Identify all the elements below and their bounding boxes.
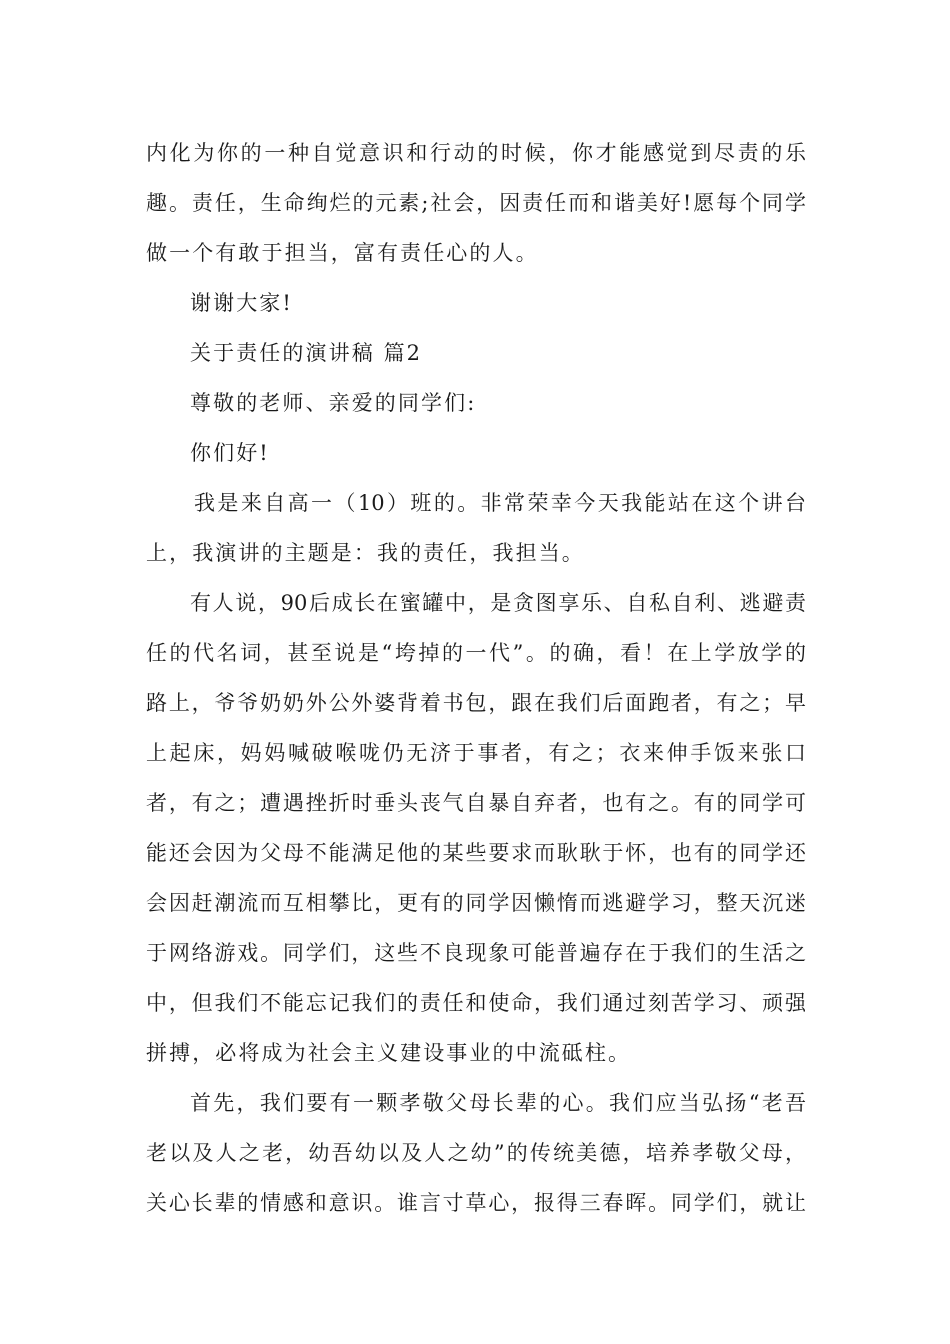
text-line: 会因赶潮流而互相攀比，更有的同学因懒惰而逃避学习，整天沉迷	[146, 891, 806, 915]
text-line: 于网络游戏。同学们，这些不良现象可能普遍存在于我们的生活之	[146, 941, 806, 965]
text-line: 任的代名词，甚至说是“垮掉的一代”。的确，看！在上学放学的	[146, 641, 806, 665]
text-line: 你们好!	[190, 441, 270, 465]
text-line: 有人说，90后成长在蜜罐中，是贪图享乐、自私自利、逃避责	[190, 591, 806, 615]
text-line: 关心长辈的情感和意识。谁言寸草心，报得三春晖。同学们，就让	[146, 1191, 806, 1215]
document-body	[146, 128, 806, 1228]
text-line: 者，有之；遭遇挫折时垂头丧气自暴自弃者，也有之。有的同学可	[146, 791, 806, 815]
text-line: 我是来自高一（10）班的。非常荣幸今天我能站在这个讲台	[194, 491, 806, 515]
text-line: 上，我演讲的主题是：我的责任，我担当。	[146, 541, 585, 565]
text-line: 上起床，妈妈喊破喉咙仍无济于事者，有之；衣来伸手饭来张口	[146, 741, 806, 765]
text-line: 老以及人之老，幼吾幼以及人之幼”的传统美德，培养孝敬父母，	[146, 1141, 806, 1165]
text-line: 首先，我们要有一颗孝敬父母长辈的心。我们应当弘扬“老吾	[190, 1091, 806, 1115]
text-line: 谢谢大家!	[190, 291, 293, 315]
text-line: 做一个有敢于担当，富有责任心的人。	[146, 241, 539, 265]
text-line: 内化为你的一种自觉意识和行动的时候，你才能感觉到尽责的乐	[146, 141, 806, 165]
text-line: 拼搏，必将成为社会主义建设事业的中流砥柱。	[146, 1041, 632, 1065]
text-line: 路上，爷爷奶奶外公外婆背着书包，跟在我们后面跑者，有之；早	[146, 691, 806, 715]
text-line: 关于责任的演讲稿 篇2	[190, 341, 423, 365]
text-line: 尊敬的老师、亲爱的同学们:	[190, 391, 477, 415]
text-line: 中，但我们不能忘记我们的责任和使命，我们通过刻苦学习、顽强	[146, 991, 806, 1015]
text-line: 趣。责任，生命绚烂的元素;社会，因责任而和谐美好!愿每个同学	[146, 191, 806, 215]
text-line: 能还会因为父母不能满足他的某些要求而耿耿于怀，也有的同学还	[146, 841, 806, 865]
